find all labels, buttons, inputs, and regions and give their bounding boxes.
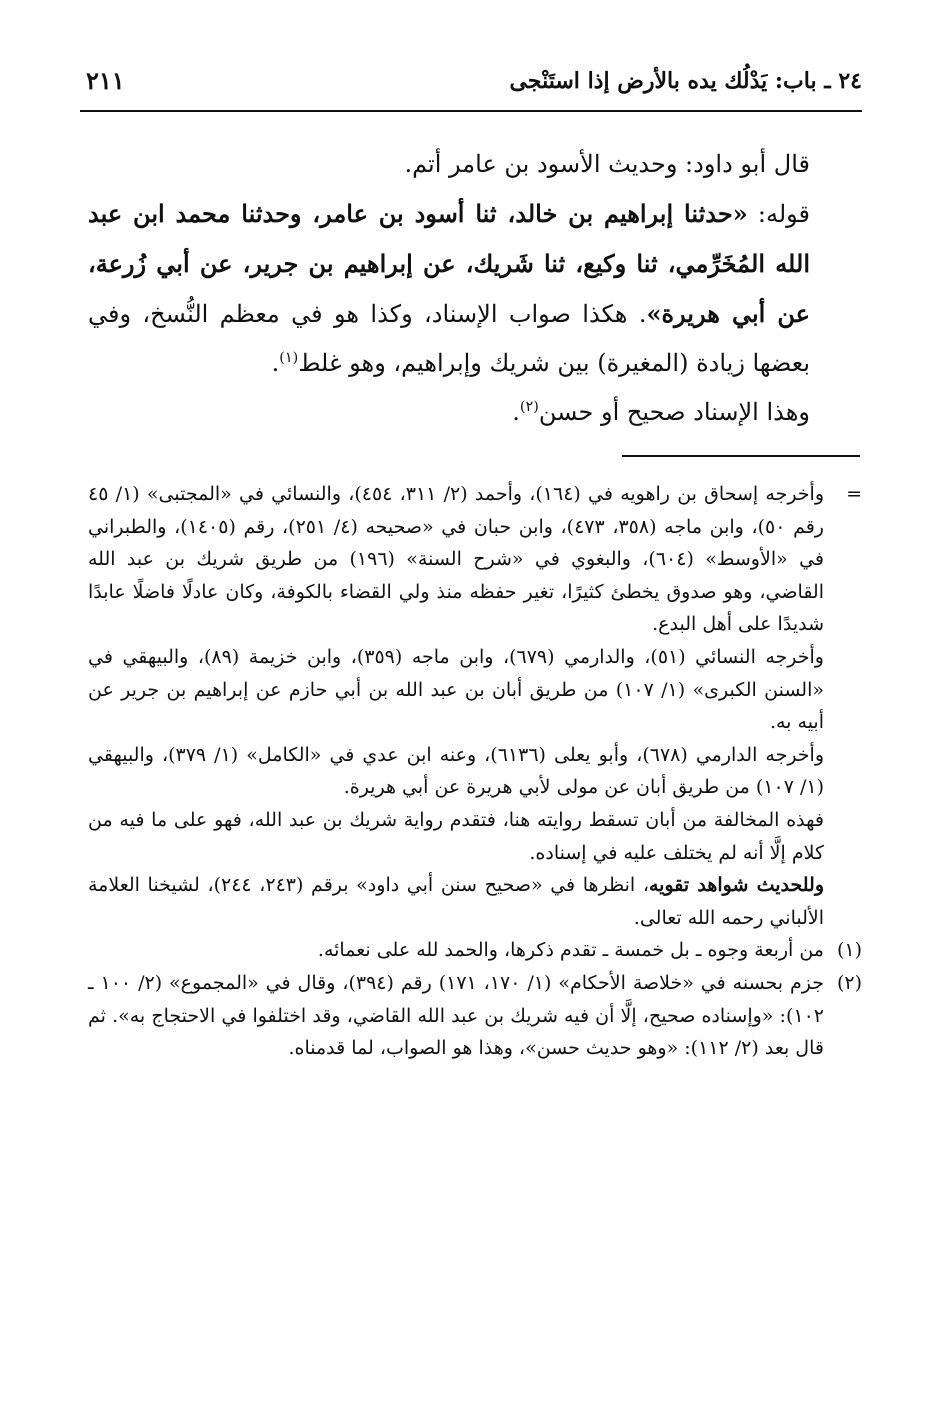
footnote-2 [88,967,862,1065]
supporting-evidence-heading: وللحديث شواهد تقويه [648,874,825,897]
footnote-continuation-5 [88,869,862,934]
quote-intro: قوله: [747,200,811,228]
footnote-continuation-4: فهذه المخالفة من أبان تسقط روايته هنا، فتقدم رواية شريك بن عبد الله، فهو على ما فيه من كلام إلَّا أنه لم يختلف عليه في إسناده. [88,808,824,864]
footnote-1 [88,934,862,967]
footnote-ref-2[interactable]: (٢) [519,399,539,415]
main-paragraph-2 [88,189,860,388]
page-number: ٢١١ [86,66,125,95]
footnote-1-marker: (١) [836,939,862,962]
period: . [271,349,280,377]
footnotes [88,478,862,1065]
footnote-ref-1[interactable]: (١) [279,350,299,366]
footnote-2-marker: (٢) [836,971,862,994]
footnote-continuation-3: وأخرجه الدارمي (٦٧٨)، وأبو يعلى (٦١٣٦)، وعنه ابن عدي في «الكامل» (١/ ٣٧٩)، والبيهقي (١/ ١٠٧) من طريق أبان عن مولى لأبي هريرة عن أبي هريرة. [88,743,825,799]
footnote-1-text: من أربعة وجوه ـ بل خمسة ـ تقدم ذكرها، والحمد لله على نعمائه. [317,939,824,962]
footnote-2-text: جزم بحسنه في «خلاصة الأحكام» (١/ ١٧٠، ١٧١) رقم (٣٩٤)، وقال في «المجموع» (٢/ ١٠٠ ـ ١٠٢): «وإسناده صحيح، إلَّا أن فيه شريك بن عبد الله القاضي، وقد اختلفوا في الاحتجاج به». ثم قال بعد (٢/ ١١٢): «وهو حديث حسن»، وهذا هو الصواب، لما قدمناه. [88,971,825,1060]
footnote-continuation-1 [88,478,862,641]
footnote-text: وأخرجه إسحاق بن راهويه في (١٦٤)، وأحمد (٢/ ٣١١، ٤٥٤)، والنسائي في «المجتبى» (١/ ٤٥ رقم ٥٠)، وابن ماجه (٣٥٨، ٤٧٣)، وابن حبان في «صحيحه (٤/ ٢٥١)، رقم (١٤٠٥)، والطبراني في «الأوسط» (٦٠٤)، والبغوي في «شرح السنة» (١٩٦) من طريق شريك بن عبد الله القاضي، وهو صدوق يخطئ كثيرًا، تغير حفظه منذ ولي القضاء بالكوفة، وكان عادلًا فاضلًا عابدًا شديدًا على أهل البدع. [88,483,824,636]
continuation-marker: = [846,483,862,505]
main-paragraph-3-text: وهذا الإسناد صحيح أو حسن [538,398,810,426]
main-paragraph-1: قال أبو داود: وحديث الأسود بن عامر أتم. [404,150,810,178]
main-text [88,140,860,437]
footnote-continuation-2: وأخرجه النسائي (٥١)، والدارمي (٦٧٩)، وابن ماجه (٣٥٩)، وابن خزيمة (٨٩)، والبيهقي في «السنن الكبرى» (١/ ١٠٧) من طريق أبان بن عبد الله بن أبي حازم عن إبراهيم بن جرير عن أبيه به. [88,645,825,734]
footnote-text: ، انظرها في «صحيح سنن أبي داود» برقم (٢٤٣، ٢٤٤)، لشيخنا العلامة الألباني رحمه الله تعالى. [88,874,824,929]
main-paragraph-2-text: . هكذا صواب الإسناد، وكذا هو في معظم النُّسخ، وفي بعضها زيادة (المغيرة) بين شريك وإبراهيم، وهو غلط [88,300,810,377]
page-header [80,62,862,106]
header-rule [80,110,862,112]
running-title: ٢٤ ـ باب: يَدْلُك يده بالأرض إذا استَنْجى [509,68,862,94]
footnote-separator [622,455,860,457]
period: . [512,398,520,426]
hadith-chain-quote: «حدثنا إبراهيم بن خالد، ثنا أسود بن عامر، وحدثنا محمد ابن عبد الله المُخَرِّمي، ثنا وكيع، ثنا شَريك، عن إبراهيم بن جرير، عن أبي زُرعة، عن أبي هريرة» [88,199,810,328]
main-paragraph-3 [88,388,860,437]
